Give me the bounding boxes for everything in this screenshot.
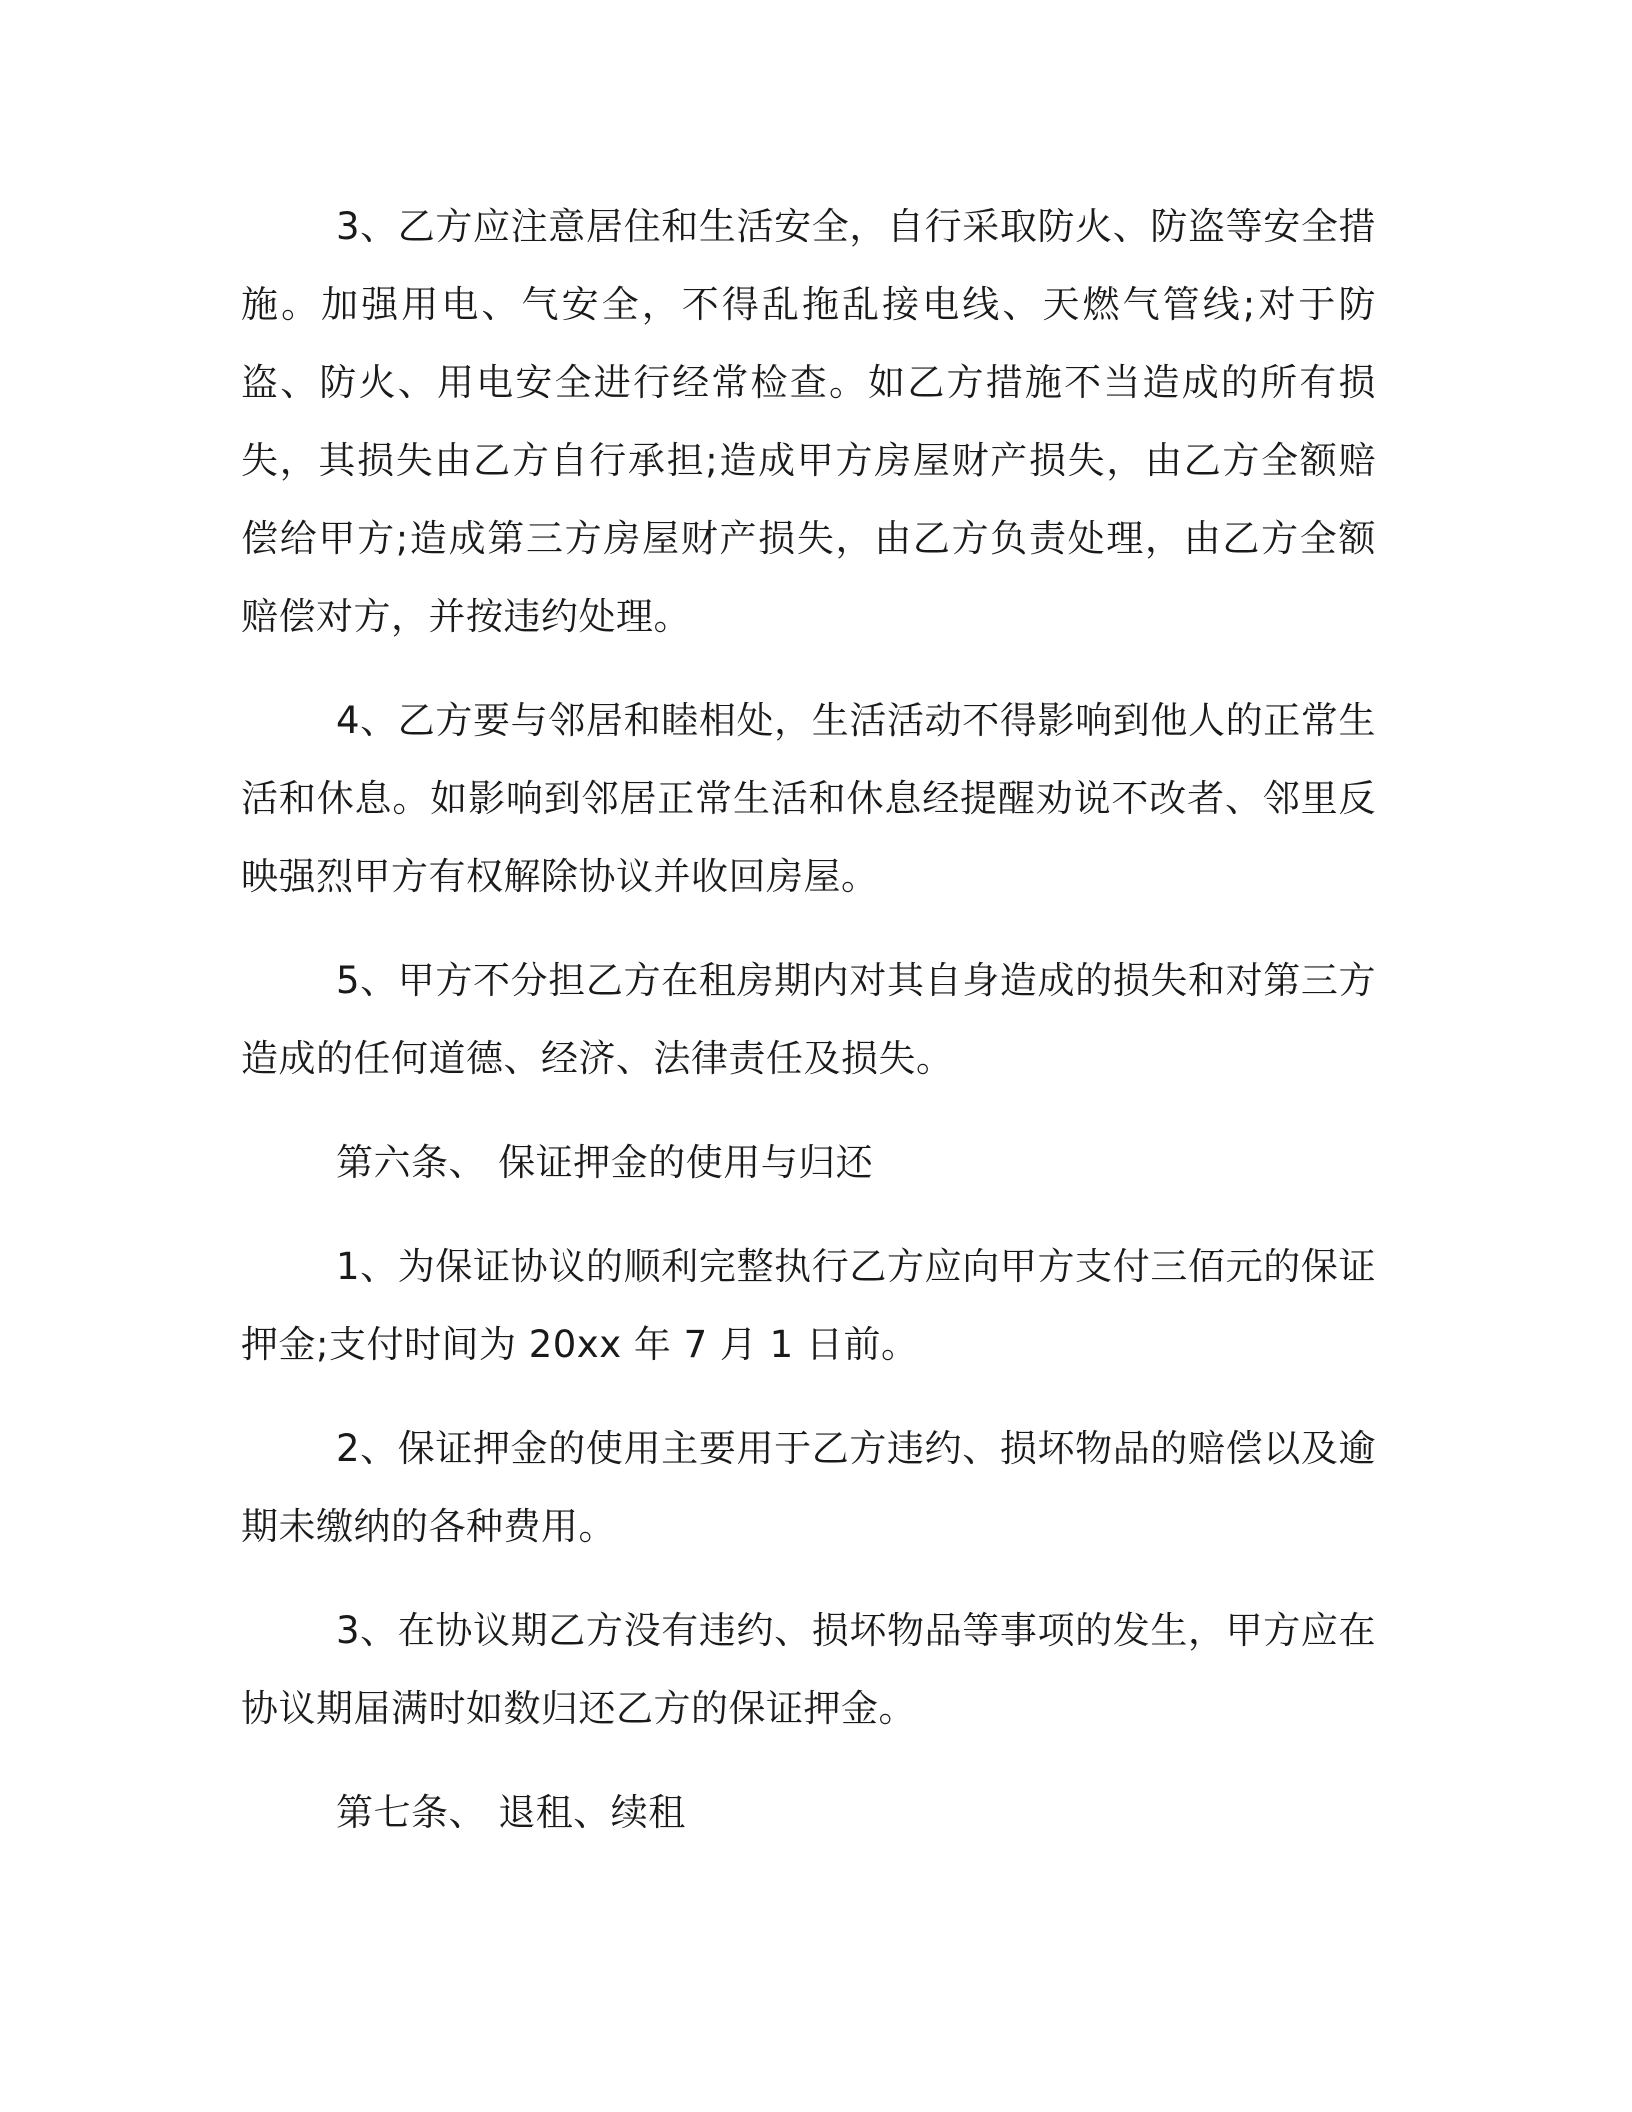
- deposit-clause-1: 1、为保证协议的顺利完整执行乙方应向甲方支付三佰元的保证押金;支付时间为 20xx 年 7 月 1 日前。: [241, 1245, 1376, 1366]
- article-6-heading: 第六条、 保证押金的使用与归还: [336, 1141, 874, 1184]
- document-body: [241, 188, 1376, 1878]
- article-7-heading: 第七条、 退租、续租: [336, 1791, 686, 1834]
- deposit-clause-2: 2、保证押金的使用主要用于乙方违约、损坏物品的赔偿以及逾期未缴纳的各种费用。: [241, 1427, 1376, 1548]
- clause-5-liability: 5、甲方不分担乙方在租房期内对其自身造成的损失和对第三方造成的任何道德、经济、法律责任及损失。: [241, 959, 1376, 1080]
- clause-4-neighbors: 4、乙方要与邻居和睦相处，生活活动不得影响到他人的正常生活和休息。如影响到邻居正常生活和休息经提醒劝说不改者、邻里反映强烈甲方有权解除协议并收回房屋。: [241, 699, 1376, 898]
- clause-3-safety: 3、乙方应注意居住和生活安全，自行采取防火、防盗等安全措施。加强用电、气安全，不得乱拖乱接电线、天燃气管线;对于防盗、防火、用电安全进行经常检查。如乙方措施不当造成的所有损失，其损失由乙方自行承担;造成甲方房屋财产损失，由乙方全额赔偿给甲方;造成第三方房屋财产损失，由乙方负责处理，由乙方全额赔偿对方，并按违约处理。: [241, 205, 1376, 638]
- deposit-clause-3: 3、在协议期乙方没有违约、损坏物品等事项的发生，甲方应在协议期届满时如数归还乙方的保证押金。: [241, 1609, 1376, 1730]
